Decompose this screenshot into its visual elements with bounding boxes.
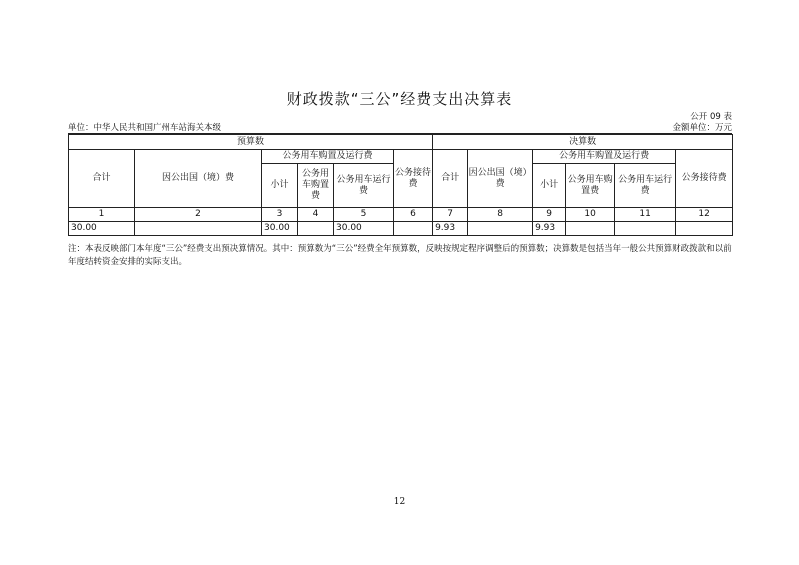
- column-index-row: [69, 208, 733, 222]
- final-abroad-header: 因公出国（境）费: [468, 150, 533, 208]
- three-public-expenses-table: [68, 134, 733, 236]
- budget-total-header: 合计: [69, 150, 135, 208]
- column-index: 1: [69, 208, 135, 222]
- budget-vehicle-purchase-cell: [298, 222, 334, 236]
- table-note: 注：本表反映部门本年度“三公”经费支出预决算情况。其中：预算数为“三公”经费全年预算数，反映按规定程序调整后的预算数；决算数是包括当年一般公共预算财政拨款和以前年度结转资金安排的实际支出。: [68, 244, 732, 267]
- column-index: 5: [334, 208, 394, 222]
- column-index: 11: [615, 208, 676, 222]
- column-index: 10: [566, 208, 615, 222]
- table-row: [69, 222, 733, 236]
- reporting-unit: 单位：中华人民共和国广州车站海关本级: [68, 123, 222, 133]
- unit-row: [68, 121, 732, 134]
- budget-reception-header: 公务接待费: [394, 150, 433, 208]
- budget-total-cell: 30.00: [69, 222, 135, 236]
- column-index: 6: [394, 208, 433, 222]
- budget-vehicle-operation-header: 公务用车运行费: [334, 164, 394, 208]
- column-index: 8: [468, 208, 533, 222]
- budget-vehicle-subtotal-cell: 30.00: [262, 222, 298, 236]
- budget-vehicle-operation-cell: 30.00: [334, 222, 394, 236]
- final-vehicle-operation-header: 公务用车运行费: [615, 164, 676, 208]
- final-vehicle-group-header: 公务用车购置及运行费: [533, 150, 676, 164]
- final-vehicle-purchase-cell: [566, 222, 615, 236]
- final-subtotal-header: 小计: [533, 164, 566, 208]
- column-index: 9: [533, 208, 566, 222]
- header-row-1: [69, 135, 733, 150]
- budget-abroad-header: 因公出国（境）费: [135, 150, 262, 208]
- final-abroad-cell: [468, 222, 533, 236]
- column-index: 7: [433, 208, 468, 222]
- budget-vehicle-group-header: 公务用车购置及运行费: [262, 150, 394, 164]
- budget-abroad-cell: [135, 222, 262, 236]
- page-title: 财政拨款“三公”经费支出决算表: [286, 90, 513, 108]
- table-number: 公开 09 表: [690, 112, 732, 122]
- budget-reception-cell: [394, 222, 433, 236]
- column-index: 12: [676, 208, 733, 222]
- column-index: 4: [298, 208, 334, 222]
- header-row-2: [69, 150, 733, 164]
- budget-subtotal-header: 小计: [262, 164, 298, 208]
- final-vehicle-purchase-header: 公务用车购置费: [566, 164, 615, 208]
- budget-header: 预算数: [69, 135, 433, 150]
- amount-unit: 金额单位：万元: [672, 123, 732, 133]
- final-vehicle-subtotal-cell: 9.93: [533, 222, 566, 236]
- final-header: 决算数: [433, 135, 733, 150]
- column-index: 3: [262, 208, 298, 222]
- column-index: 2: [135, 208, 262, 222]
- final-vehicle-operation-cell: [615, 222, 676, 236]
- budget-vehicle-purchase-header: 公务用车购置费: [298, 164, 334, 208]
- final-reception-cell: [676, 222, 733, 236]
- final-total-cell: 9.93: [433, 222, 468, 236]
- final-total-header: 合计: [433, 150, 468, 208]
- page-number: 12: [393, 497, 406, 507]
- final-reception-header: 公务接待费: [676, 150, 733, 208]
